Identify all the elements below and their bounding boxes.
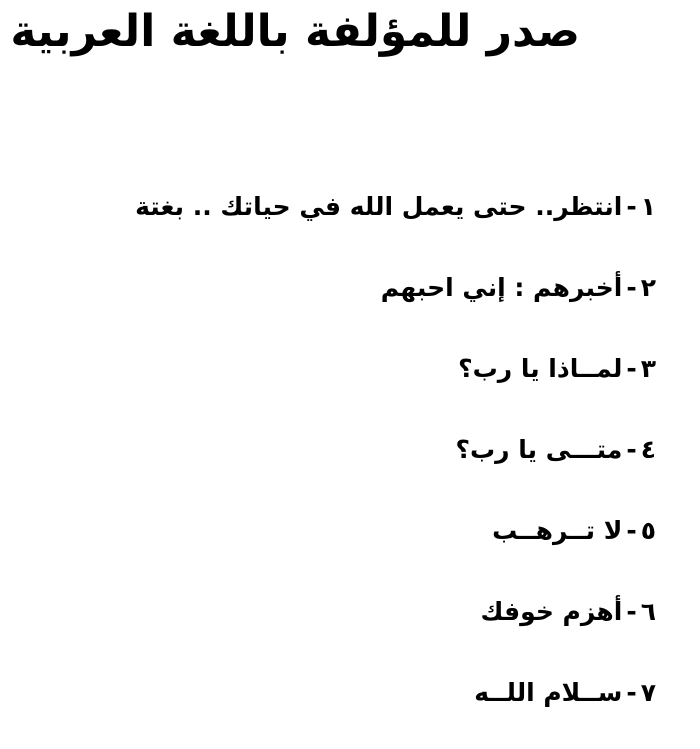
list-item [135,182,656,263]
book-title: متـــى يا رب؟ [455,435,623,464]
item-separator: - [626,273,637,302]
item-number: ٧ [640,678,656,707]
list-item [135,263,656,344]
item-separator: - [626,354,637,383]
book-title: لا تــرهــب [492,516,623,545]
page-title: صدر للمؤلفة باللغة العربية [10,6,580,57]
list-item [135,425,656,506]
item-separator: - [626,678,637,707]
item-number: ١ [640,192,656,221]
item-separator: - [626,597,637,626]
list-item [135,506,656,587]
book-title: ســلام اللــه [474,678,623,707]
item-separator: - [626,516,637,545]
item-separator: - [626,435,637,464]
list-item [135,344,656,425]
book-list [135,182,656,749]
book-title: انتظر.. حتى يعمل الله في حياتك .. بغتة [135,192,623,221]
item-number: ٢ [640,273,656,302]
list-item [135,587,656,668]
book-title: أخبرهم : إني احبهم [380,273,623,302]
book-title: أهزم خوفك [480,597,623,626]
item-number: ٦ [640,597,656,626]
item-separator: - [626,192,637,221]
item-number: ٣ [640,354,656,383]
list-item [135,668,656,749]
item-number: ٥ [640,516,656,545]
book-title: لمــاذا يا رب؟ [458,354,623,383]
item-number: ٤ [640,435,656,464]
